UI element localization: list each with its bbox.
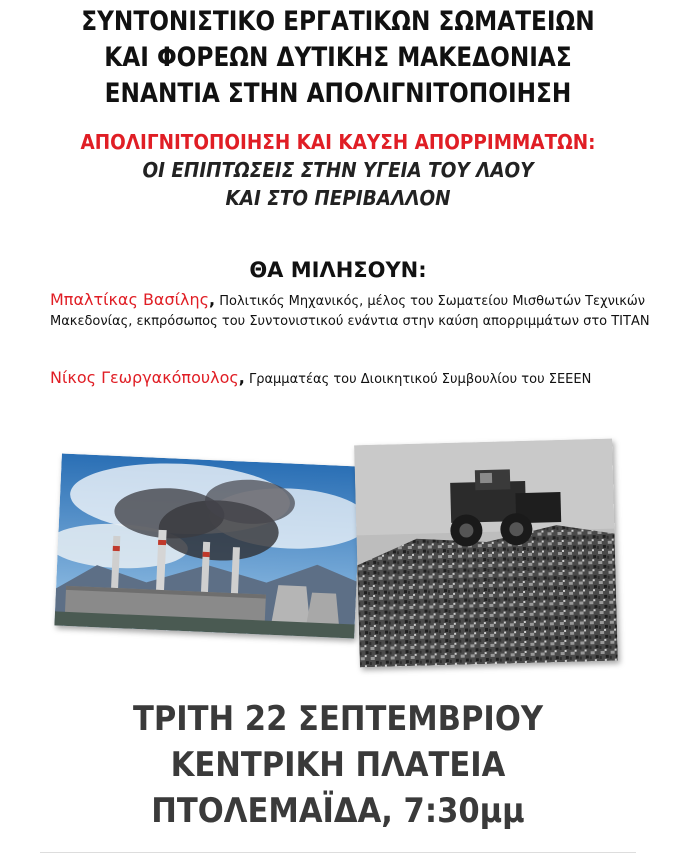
event-subtitle-line-2: ΟΙ ΕΠΙΠΤΩΣΕΙΣ ΣΤΗΝ ΥΓΕΙΑ ΤΟΥ ΛΑΟΥ — [142, 158, 534, 182]
organization-title — [47, 4, 628, 112]
landfill-photo — [354, 439, 618, 668]
power-plant-photo — [54, 454, 361, 639]
speaker-1-description: Πολιτικός Μηχανικός, μέλος του Σωματείου Μισθωτών Τεχνικών Μακεδονίας, εκπρόσωπος του Συντονιστικού ενάντια στην καύση απορριμμάτων στο ΤΙΤΑΝ — [50, 294, 650, 329]
organization-title-line-3: ΕΝΑΝΤΙΑ ΣΤΗΝ ΑΠΟΛΙΓΝΙΤΟΠΟΙΗΣΗ — [104, 78, 572, 109]
organization-title-line-1: ΣΥΝΤΟΝΙΣΤΙΚΟ ΕΡΓΑΤΙΚΩΝ ΣΩΜΑΤΕΙΩΝ — [81, 6, 595, 37]
speaker-2-description: Γραμματέας του Διοικητικού Συμβουλίου του ΣΕΕΕΝ — [244, 372, 592, 387]
speakers-heading: ΘΑ ΜΙΛΗΣΟΥΝ: — [249, 258, 427, 282]
event-details — [0, 696, 676, 834]
bottom-divider — [40, 852, 636, 853]
speaker-1-name: Μπαλτίκας Βασίλης — [50, 290, 210, 309]
event-date: ΤΡΙΤΗ 22 ΣΕΠΤΕΜΒΡΙΟΥ — [132, 699, 544, 739]
event-city-time: ΠΤΟΛΕΜΑΪΔΑ, 7:30μμ — [151, 791, 525, 831]
speaker-2: Νίκος Γεωργακόπουλος, Γραμματέας του Διοικητικού Συμβουλίου του ΣΕΕΕΝ — [50, 368, 592, 387]
speaker-2-name: Νίκος Γεωργακόπουλος — [50, 368, 239, 387]
organization-title-line-2: ΚΑΙ ΦΟΡΕΩΝ ΔΥΤΙΚΗΣ ΜΑΚΕΔΟΝΙΑΣ — [104, 42, 572, 73]
event-subtitle-red: ΑΠΟΛΙΓΝΙΤΟΠΟΙΗΣΗ ΚΑΙ ΚΑΥΣΗ ΑΠΟΡΡΙΜΜΑΤΩΝ: — [80, 130, 596, 154]
speaker-1: Μπαλτίκας Βασίλης, Πολιτικός Μηχανικός, μέλος του Σωματείου Μισθωτών Τεχνικών Μακεδονίας, εκπρόσωπος του Συντονιστικού ενάντια στην καύση απορριμμάτων στο ΤΙΤΑΝ — [50, 290, 650, 329]
event-location: ΚΕΝΤΡΙΚΗ ΠΛΑΤΕΙΑ — [170, 745, 506, 785]
event-subtitle — [0, 128, 676, 212]
event-subtitle-line-3: ΚΑΙ ΣΤΟ ΠΕΡΙΒΑΛΛΟΝ — [225, 186, 451, 210]
